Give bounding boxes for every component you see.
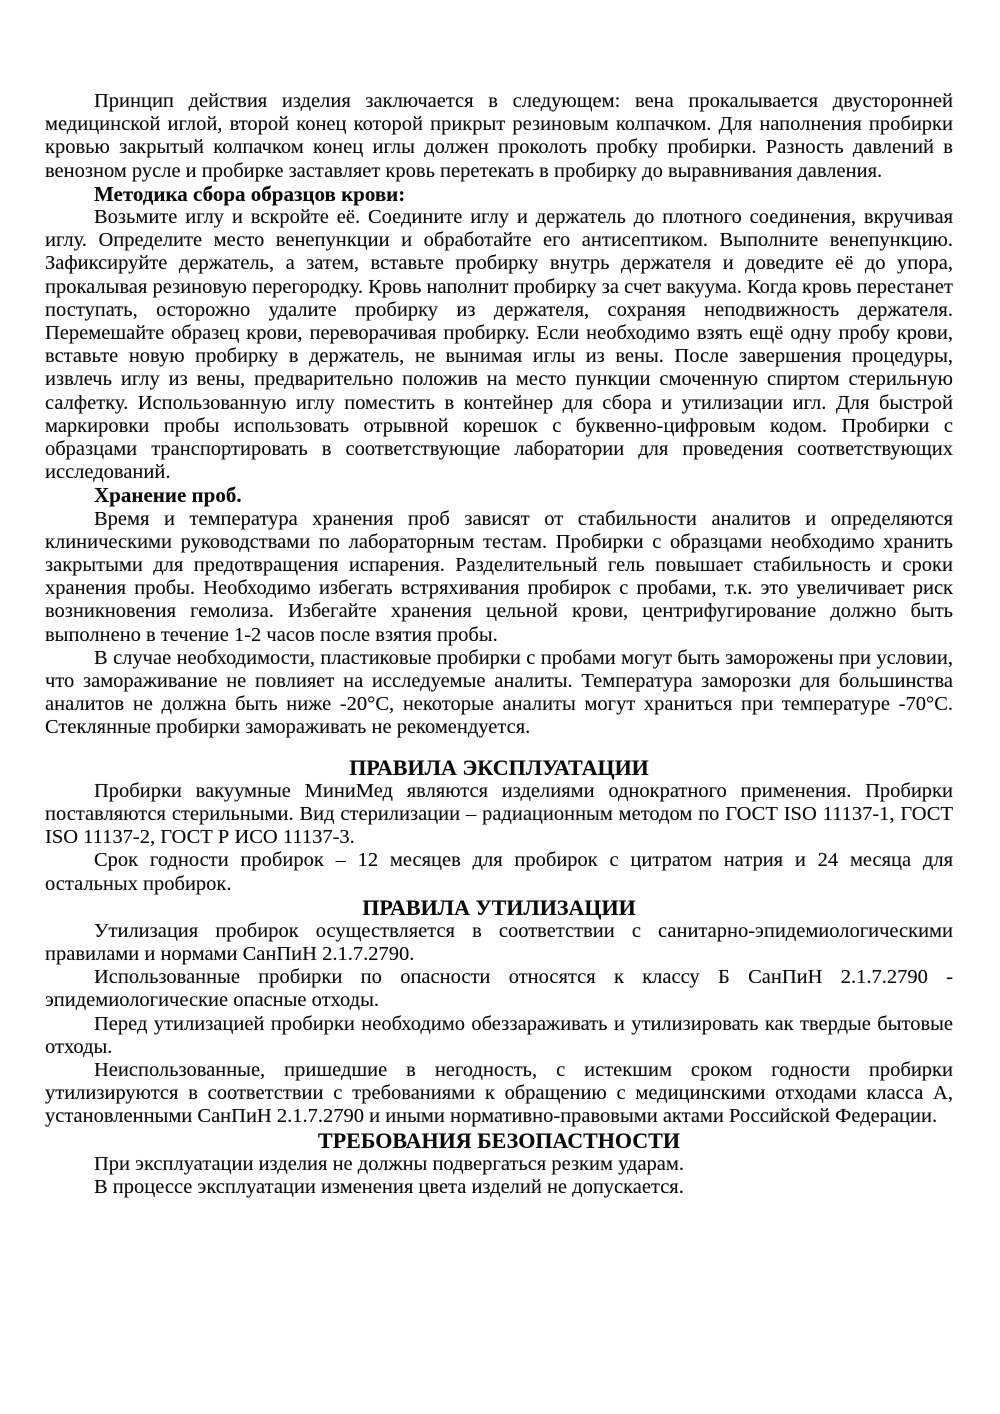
document-body: [45, 90, 953, 1199]
body-paragraph: Перед утилизацией пробирки необходимо обеззараживать и утилизировать как твердые бытовые отходы.: [45, 1012, 953, 1058]
body-paragraph: Неиспользованные, пришедшие в негодность, с истекшим сроком годности пробирки утилизируются в соответствии с требованиями к обращению с медицинскими отходами класса А, установленными СанПиН 2.1.7.2790 и иными нормативно-правовыми актами Российской Федерации.: [45, 1058, 953, 1128]
section-heading: ТРЕБОВАНИЯ БЕЗОПАСТНОСТИ: [318, 1127, 680, 1153]
body-paragraph: Утилизация пробирок осуществляется в соответствии с санитарно-эпидемиологическими правилами и нормами СанПиН 2.1.7.2790.: [45, 919, 953, 965]
section-heading: ПРАВИЛА ЭКСПЛУАТАЦИИ: [349, 754, 649, 780]
body-paragraph: При эксплуатации изделия не должны подвергаться резким ударам.: [94, 1152, 685, 1175]
section-heading: ПРАВИЛА УТИЛИЗАЦИИ: [362, 894, 636, 920]
body-paragraph: Принцип действия изделия заключается в следующем: вена прокалывается двусторонней медицинской иглой, второй конец которой прикрыт резиновым колпачком. Для наполнения пробирки кровью закрытый колпачком конец иглы должен проколоть пробку пробирки. Разность давлений в венозном русле и пробирке заставляет кровь перетекать в пробирку до выравнивания давления.: [45, 90, 953, 182]
body-paragraph: Пробирки вакуумные МиниМед являются изделиями однократного применения. Пробирки поставляются стерильными. Вид стерилизации – радиационным методом по ГОСТ ISO 11137-1, ГОСТ ISO 11137-2, ГОСТ Р ИСО 11137-3.: [45, 779, 953, 849]
body-paragraph: Возьмите иглу и вскройте её. Соедините иглу и держатель до плотного соединения, вкручивая иглу. Определите место венепункции и обработайте его антисептиком. Выполните венепункцию. Зафиксируйте держатель, а затем, вставьте пробирку внутрь держателя и доведите её до упора, прокалывая резиновую перегородку. Кровь наполнит пробирку за счет вакуума. Когда кровь перестанет поступать, осторожно удалите пробирку из держателя, сохраняя неподвижность держателя. Перемешайте образец крови, переворачивая пробирку. Если необходимо взять ещё одну пробу крови, вставьте новую пробирку в держатель, не вынимая иглы из вены. После завершения процедуры, извлечь иглу из вены, предварительно положив на место пункции смоченную спиртом стерильную салфетку. Использованную иглу поместить в контейнер для сбора и утилизации игл. Для быстрой маркировки пробы использовать отрывной корешок с буквенно-цифровым кодом. Пробирки с образцами транспортировать в соответствующие лаборатории для проведения соответствующих исследований.: [45, 206, 953, 484]
body-paragraph: Время и температура хранения проб зависят от стабильности аналитов и определяются клиническими руководствами по лабораторным тестам. Пробирки с образцами необходимо хранить закрытыми для предотвращения испарения. Разделительный гель повышает стабильность и сроки хранения пробы. Необходимо избегать встряхивания пробирок с пробами, т.к. это увеличивает риск возникновения гемолиза. Избегайте хранения цельной крови, центрифугирование должно быть выполнено в течение 1-2 часов после взятия пробы.: [45, 507, 953, 646]
body-paragraph: В процессе эксплуатации изменения цвета изделий не допускается.: [94, 1175, 684, 1198]
body-paragraph: В случае необходимости, пластиковые пробирки с пробами могут быть заморожены при условии, что замораживание не повлияет на исследуемые аналиты. Температура заморозки для большинства аналитов не должна быть ниже -20°С, некоторые аналиты могут храниться при температуре -70°С. Стеклянные пробирки замораживать не рекомендуется.: [45, 646, 953, 739]
body-paragraph: Срок годности пробирок – 12 месяцев для пробирок с цитратом натрия и 24 месяца для остальных пробирок.: [45, 849, 953, 895]
inline-subheading: Методика сбора образцов крови:: [94, 181, 406, 206]
body-paragraph: Использованные пробирки по опасности относятся к классу Б СанПиН 2.1.7.2790 - эпидемиологические опасные отходы.: [45, 966, 953, 1012]
inline-subheading: Хранение проб.: [94, 483, 242, 508]
